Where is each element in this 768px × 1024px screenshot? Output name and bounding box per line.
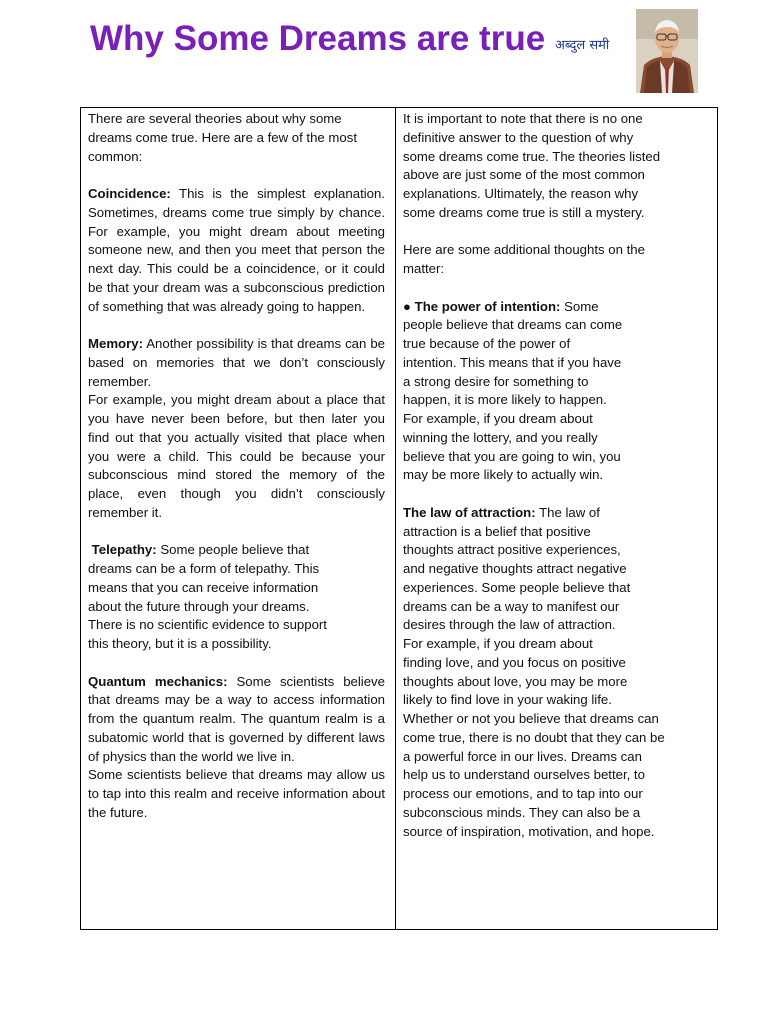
coincidence-section [88,185,385,316]
spacer [403,485,666,504]
quantum-heading: Quantum mechanics: [88,673,228,689]
spacer [403,223,666,242]
quantum-section [88,673,385,767]
telepathy-section [88,541,328,654]
memory-heading: Memory: [88,336,143,351]
right-column [403,110,666,841]
bullet-icon: ● [403,298,411,314]
additional-thoughts: Here are some additional thoughts on the matter: [403,242,645,276]
left-intro: There are several theories about why some dreams come true. Here are a few of the most common: [88,111,357,164]
telepathy-text: Some people believe that dreams can be a form of telepathy. This means that you can receive information about the future through your dreams. There is no scientific evidence to support this theory, but it is a possibility. [88,542,327,651]
spacer [88,523,385,542]
quantum-more: Some scientists believe that dreams may allow us to tap into this realm and receive information about the future. [88,767,385,820]
memory-section [88,335,385,391]
spacer [88,316,385,335]
closing-text: Whether or not you believe that dreams can come true, there is no doubt that they can be a powerful force in our lives. Dreams can help us to understand ourselves better, to process our emotions, and to tap into our subconscious minds. They can also be a source of inspiration, motivation, and hope. [403,711,665,839]
spacer [88,166,385,185]
memory-text: Another possibility is that dreams can be based on memories that we don’t consciously remember. [88,336,386,389]
content-table [80,107,718,930]
coincidence-text: This is the simplest explanation. Sometimes, dreams come true simply by chance. For example, you might dream about meeting someone new, and then you meet that person the next day. This could be a coincidence, or it could be that your dream was a subconscious prediction of something that was already going to happen. [88,186,385,314]
telepathy-heading: Telepathy: [91,542,157,558]
attraction-text: The law of attraction is a belief that positive thoughts attract positive experiences, and negative thoughts attract negative experiences. Some people believe that dreams can be a way to manifest our desires through the law of attraction. For example, if you dream about finding love, and you focus on positive thoughts about love, you may be more likely to find love in your waking life. [403,504,631,708]
quantum-text: Some scientists believe that dreams may be a way to access information from the quantum realm. The quantum realm is a subatomic world that is governed by different laws of physics than the world we live in. [88,673,385,764]
intention-section [403,298,625,486]
right-intro: It is important to note that there is no one definitive answer to the question of why some dreams come true. The theories listed above are just some of the most common explanations. Ultimately, the reason why some dreams come true is still a mystery. [403,111,661,220]
attraction-heading: The law of attraction: [403,504,536,520]
column-divider [395,108,396,929]
intention-text: Some people believe that dreams can come true because of the power of intention. This means that if you have a strong desire for something to happen, it is more likely to happen. For example, if you dream about winning the lottery, and you really believe that you are going to win, you may be more likely to actually win. [403,298,623,483]
spacer [403,279,666,298]
memory-example: For example, you might dream about a place that you have never been before, but then later you find out that you actually visited that place when you were a child. This could be because your subconscious mind stored the memory of the place, even though you didn’t consciously remember it. [88,392,385,520]
author-portrait [636,9,698,93]
page-title: Why Some Dreams are true [90,19,546,58]
left-column [88,110,385,823]
spacer [88,654,385,673]
author-name: अब्दुल समी [555,38,610,53]
attraction-section [403,504,633,710]
coincidence-heading: Coincidence: [88,186,171,201]
intention-heading: The power of intention: [414,298,561,314]
